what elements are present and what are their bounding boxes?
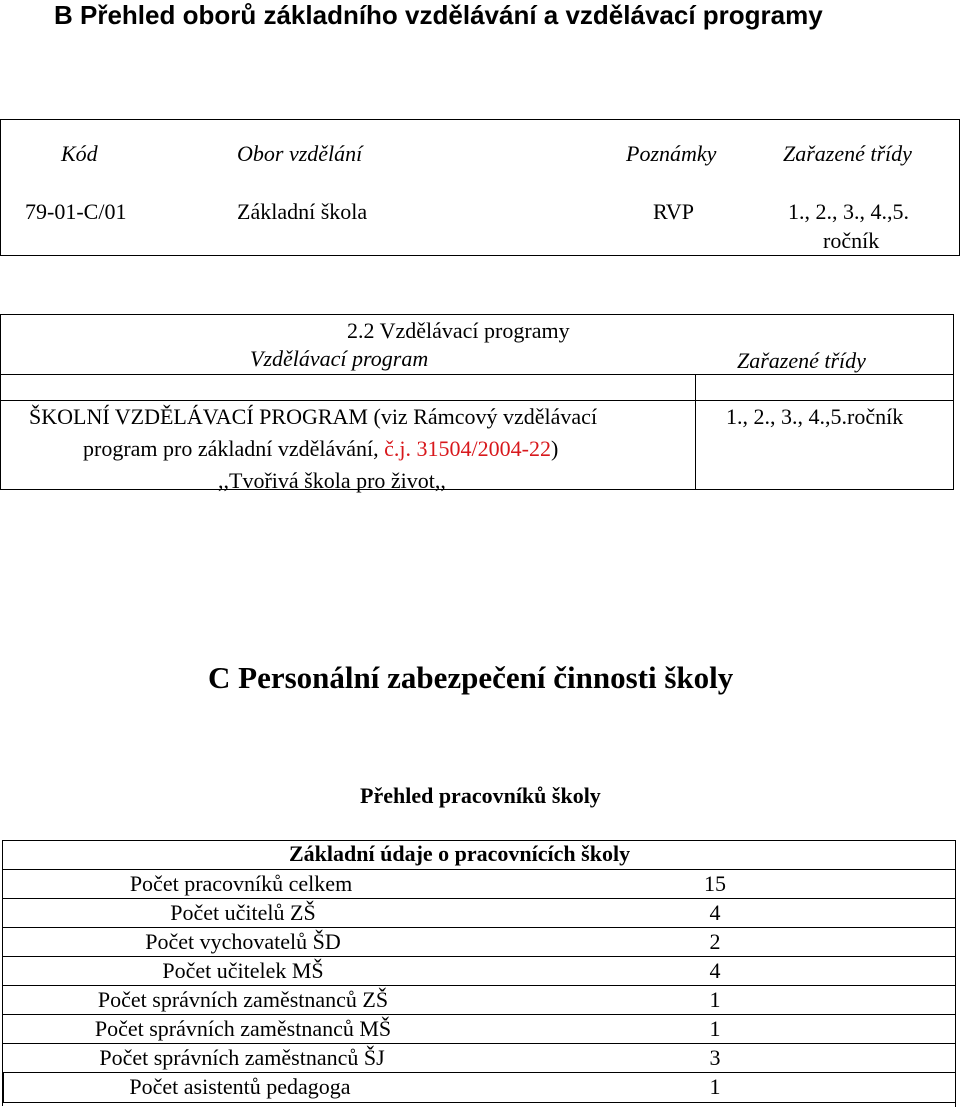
staff-row-value: 3 [709, 1045, 721, 1070]
section-b-heading: B Přehled oborů základního vzdělávání a vzdělávací programy [54, 0, 823, 30]
staff-row-label: Počet správních zaměstnanců ZŠ [97, 987, 389, 1012]
staff-row-label: Počet učitelek MŠ [162, 958, 324, 983]
row-tridy-line1: 1., 2., 3., 4.,5. [788, 199, 909, 224]
divider-line [1, 374, 953, 375]
reference-number: č.j. 31504/2004-22 [384, 436, 551, 461]
program-line2-close: ) [551, 436, 559, 461]
col-vzdelavaci-program: Vzdělávací program [250, 346, 429, 371]
staff-row-value: 1 [709, 1016, 721, 1041]
staff-row-value: 4 [709, 958, 721, 983]
staff-row-label: Počet správních zaměstnanců MŠ [94, 1016, 392, 1041]
staff-row-label: Počet učitelů ZŠ [170, 900, 316, 925]
staff-row-label: Počet vychovatelů ŠD [145, 929, 341, 954]
program-line2-text: program pro základní vzdělávání, [83, 436, 385, 461]
row-divider [3, 869, 955, 870]
divider-line [1, 400, 953, 401]
staff-table [2, 840, 956, 1106]
header-kod: Kód [61, 141, 98, 166]
row-divider [3, 927, 955, 928]
staff-table-title: Základní údaje o pracovnících školy [289, 841, 631, 866]
staff-row-label: Počet správních zaměstnanců ŠJ [99, 1045, 385, 1070]
row-divider [3, 985, 955, 986]
row-divider [3, 898, 955, 899]
column-divider [695, 374, 696, 489]
staff-row-value: 4 [709, 900, 721, 925]
program-tridy: 1., 2., 3., 4.,5.ročník [726, 404, 904, 429]
row-divider [3, 956, 955, 957]
staff-overview-heading: Přehled pracovníků školy [360, 783, 601, 808]
row-kod: 79-01-C/01 [25, 199, 127, 224]
header-obor: Obor vzdělání [237, 141, 363, 166]
staff-row-value: 1 [709, 1074, 721, 1099]
programy-title: 2.2 Vzdělávací programy [347, 318, 570, 343]
header-poznamky: Poznámky [626, 141, 717, 166]
col-zarazene-tridy: Zařazené třídy [737, 348, 866, 373]
left-border [3, 1073, 4, 1102]
program-line1: ŠKOLNÍ VZDĚLÁVACÍ PROGRAM (viz Rámcový vzdělávací [29, 404, 598, 429]
header-zarazene-tridy: Zařazené třídy [783, 141, 912, 166]
programy-table [0, 314, 954, 493]
row-poznamky: RVP [653, 199, 695, 224]
staff-row-value: 2 [709, 929, 721, 954]
staff-row-value: 15 [704, 871, 726, 896]
section-c-heading: C Personální zabezpečení činnosti školy [208, 660, 734, 695]
staff-row-label: Počet asistentů pedagoga [129, 1074, 351, 1099]
obory-table [0, 119, 960, 256]
row-divider [3, 1014, 955, 1015]
row-divider [3, 1043, 955, 1044]
row-divider [3, 1102, 955, 1103]
program-name: ,,Tvořivá škola pro život,, [218, 468, 446, 493]
staff-row-value: 1 [709, 987, 721, 1012]
row-divider [3, 1072, 955, 1073]
row-obor: Základní škola [237, 199, 368, 224]
program-line2 [83, 436, 558, 462]
row-tridy-line2: ročník [823, 228, 880, 253]
right-border [955, 841, 956, 1107]
staff-row-label: Počet pracovníků celkem [129, 871, 353, 896]
